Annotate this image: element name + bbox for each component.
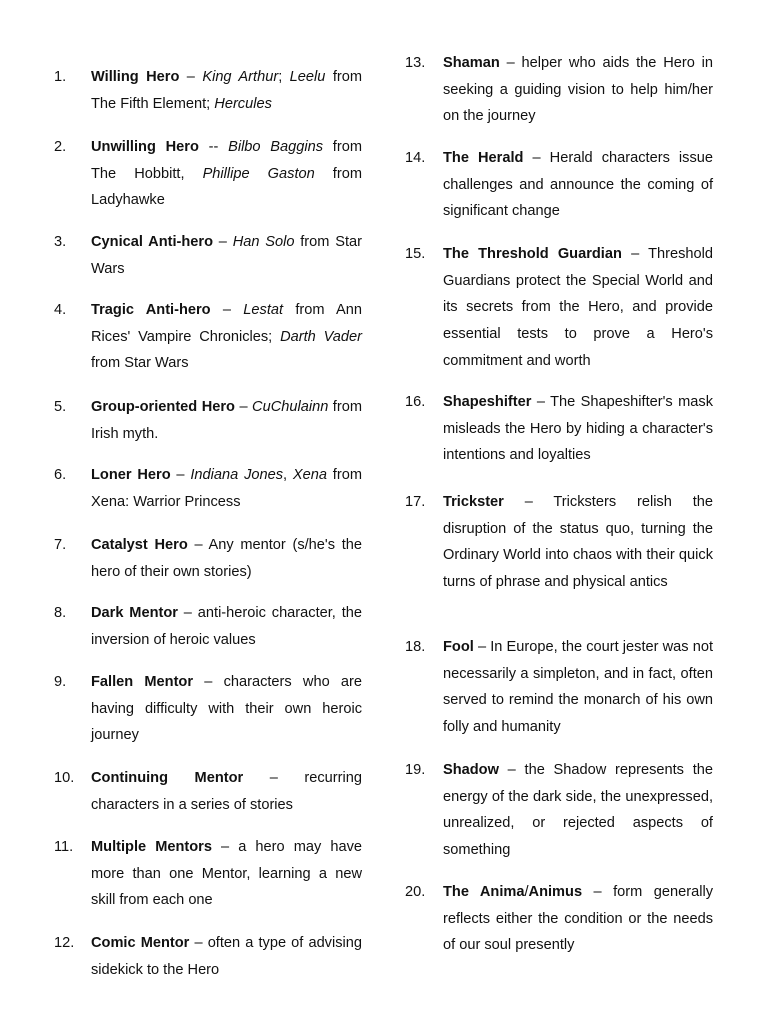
item-text	[91, 64, 362, 117]
description-text: – the Shadow represents the energy of the dark side, the unexpressed, unrealized, or rejected aspects of something	[443, 762, 713, 859]
item-number: 17.	[405, 494, 426, 510]
item-text	[91, 765, 362, 818]
example-name: Hercules	[214, 95, 272, 112]
item-number: 18.	[405, 639, 426, 655]
list-item	[54, 229, 362, 282]
archetype-term: The Herald	[443, 150, 524, 166]
item-text	[443, 634, 713, 741]
description-text: from Xena: Warrior Princess	[91, 467, 362, 510]
item-text	[91, 600, 362, 653]
item-number: 8.	[54, 605, 67, 621]
item-text	[443, 757, 713, 864]
description-text: – helper who aids the Hero in seeking a guiding vision to help him/her on the journey	[443, 55, 713, 125]
description-text: – Any mentor (s/he's the hero of their own stories)	[91, 537, 362, 580]
item-number: 15.	[405, 246, 426, 262]
description-text: – anti-heroic character, the inversion of heroic values	[91, 605, 362, 648]
item-number: 4.	[54, 302, 67, 318]
example-name: King Arthur	[202, 69, 279, 85]
description-text: – Threshold Guardians protect the Special World and its secrets from the Hero, and provide essential tests to prove a Hero's commitment and worth	[443, 246, 714, 369]
description-text: – recurring characters in a series of stories	[91, 770, 362, 813]
archetype-term: Tragic Anti-hero	[91, 302, 211, 318]
example-name: Xena	[292, 467, 327, 483]
item-number: 12.	[54, 935, 75, 951]
archetype-term: Shapeshifter	[443, 394, 532, 410]
item-text	[443, 489, 713, 596]
list-item	[405, 489, 713, 596]
archetype-term: The Anima	[443, 884, 525, 900]
item-number: 16.	[405, 394, 426, 410]
list-item	[405, 389, 713, 469]
archetype-term: Continuing Mentor	[91, 770, 244, 786]
example-name: Han Solo	[232, 234, 295, 250]
archetype-term: The Threshold Guardian	[443, 246, 622, 262]
description-text: –	[179, 69, 203, 85]
description-text: --	[198, 139, 229, 155]
list-item	[54, 669, 362, 749]
archetype-term: Shadow	[443, 762, 499, 778]
description-text: from Star Wars	[91, 355, 189, 372]
description-text: – a hero may have more than one Mentor, learning a new skill from each one	[91, 839, 362, 909]
archetype-term: Trickster	[443, 494, 504, 510]
item-number: 6.	[54, 467, 67, 483]
list-item	[54, 64, 362, 117]
archetype-term: Multiple Mentors	[91, 839, 212, 855]
description-text: –	[210, 302, 244, 318]
description-text: – Herald characters issue challenges and announce the coming of significant change	[443, 150, 713, 220]
archetype-term: Comic Mentor	[91, 935, 190, 951]
description-text: from Ladyhawke	[91, 165, 362, 209]
item-number: 7.	[54, 537, 67, 553]
archetype-term: Group-oriented Hero	[91, 399, 235, 415]
archetype-term: Fool	[443, 639, 474, 655]
description-text: –	[213, 234, 233, 250]
item-text	[91, 532, 362, 585]
description-text: – In Europe, the court jester was not necessarily a simpleton, and in fact, often served to remind the monarch of his own folly and humanity	[443, 639, 713, 736]
item-text	[91, 297, 362, 377]
item-text	[91, 462, 362, 515]
example-name: Lestat	[243, 302, 284, 318]
archetype-term: Dark Mentor	[91, 605, 178, 621]
list-item	[54, 765, 362, 818]
archetype-term: Fallen Mentor	[91, 674, 194, 690]
description-text: – characters who are having difficulty with their own heroic journey	[91, 674, 362, 744]
item-number: 1.	[54, 69, 67, 85]
item-text	[91, 229, 362, 282]
item-text	[91, 394, 362, 447]
list-item	[405, 879, 713, 959]
description-text: –	[170, 467, 191, 483]
description-text: ,	[283, 467, 293, 483]
description-text: from The Hobbitt,	[91, 139, 362, 182]
item-number: 13.	[405, 55, 426, 71]
item-number: 3.	[54, 234, 67, 250]
item-number: 5.	[54, 399, 67, 415]
description-text: –	[234, 399, 253, 415]
archetype-term: Unwilling Hero	[91, 139, 199, 155]
example-name: Bilbo Baggins	[228, 139, 324, 155]
item-text	[443, 879, 713, 959]
description-text: ;	[278, 69, 290, 85]
archetype-term: Catalyst Hero	[91, 537, 188, 553]
description-text: from Ann Rices' Vampire Chronicles;	[91, 302, 362, 345]
item-text	[91, 669, 362, 749]
example-name: Phillipe Gaston	[202, 165, 315, 182]
example-name: Darth Vader	[280, 328, 362, 345]
list-item	[405, 50, 713, 130]
item-text	[443, 145, 713, 225]
item-text	[91, 930, 362, 983]
list-item	[54, 462, 362, 515]
item-number: 10.	[54, 770, 75, 786]
item-number: 11.	[54, 839, 74, 855]
list-item	[54, 297, 362, 377]
description-text: – often a type of advising sidekick to the Hero	[91, 935, 362, 978]
item-text	[443, 50, 713, 130]
item-number: 9.	[54, 674, 67, 690]
example-name: Leelu	[289, 69, 326, 85]
list-item	[405, 757, 713, 864]
description-text: – form generally reflects either the condition or the needs of our soul presently	[443, 884, 713, 954]
description-text: – The Shapeshifter's mask misleads the Hero by hiding a character's intentions and loyalties	[443, 394, 713, 464]
list-item	[54, 600, 362, 653]
item-text	[91, 134, 362, 214]
archetype-term: Animus	[528, 884, 583, 900]
item-text	[443, 241, 713, 375]
list-item	[54, 134, 362, 214]
list-item	[405, 634, 713, 741]
list-item	[54, 532, 362, 585]
item-number: 19.	[405, 762, 426, 778]
archetype-term: Loner Hero	[91, 467, 171, 483]
list-item	[54, 834, 362, 914]
description-text: from Star Wars	[91, 234, 362, 277]
description-text: – Tricksters relish the disruption of the status quo, turning the Ordinary World into chaos with their quick turns of phrase and physical antics	[443, 494, 713, 591]
list-item	[54, 930, 362, 983]
list-item	[54, 394, 362, 447]
item-text	[443, 389, 713, 469]
list-item	[405, 145, 713, 225]
description-text: from The Fifth Element;	[91, 69, 363, 112]
example-name: CuChulainn	[252, 399, 329, 415]
description-text: from Irish myth.	[91, 399, 362, 442]
archetype-term: Willing Hero	[91, 69, 180, 85]
item-text	[91, 834, 362, 914]
list-item	[405, 241, 713, 375]
item-number: 14.	[405, 150, 426, 166]
item-number: 2.	[54, 139, 67, 155]
archetype-term: Cynical Anti-hero	[91, 234, 214, 250]
item-number: 20.	[405, 884, 426, 900]
description-text: /	[524, 884, 529, 900]
example-name: Indiana Jones	[190, 467, 284, 483]
archetype-term: Shaman	[443, 55, 500, 71]
